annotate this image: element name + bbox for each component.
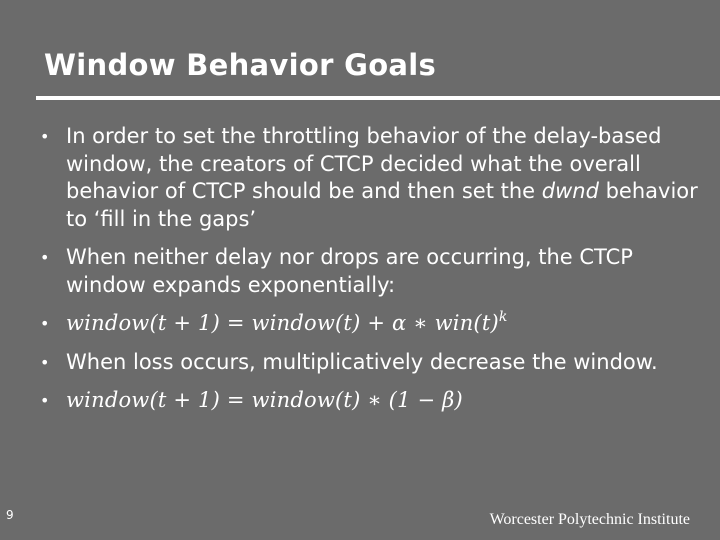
- bullet-dot-icon: •: [40, 127, 50, 146]
- bullet-item: [40, 387, 710, 415]
- bullet-list: [40, 123, 710, 426]
- bullet-item: [40, 310, 710, 338]
- decrease-formula: window(t + 1) = window(t) ∗ (1 − β): [66, 388, 463, 412]
- title-underline: [36, 96, 720, 100]
- growth-formula-exponent: k: [498, 309, 508, 325]
- growth-formula: [66, 311, 508, 335]
- slide-title: Window Behavior Goals: [44, 48, 437, 82]
- bullet-dot-icon: •: [40, 248, 50, 267]
- bullet-item: [40, 349, 710, 377]
- bullet-text: In order to set the throttling behavior of the delay-based window, the creators of CTCP decided what the overall behavior of CTCP should be and then set the: [66, 124, 662, 203]
- bullet-dot-icon: •: [40, 314, 50, 333]
- bullet-dot-icon: •: [40, 352, 50, 372]
- bullet-emphasis: dwnd: [541, 179, 599, 203]
- bullet-item: [40, 244, 710, 299]
- growth-formula-body: window(t + 1) = window(t) + α ∗ win(t): [66, 311, 499, 335]
- slide-number: 9: [6, 508, 14, 522]
- bullet-dot-icon: •: [40, 391, 50, 410]
- bullet-text: When loss occurs, multiplicatively decrease the window.: [66, 349, 658, 374]
- bullet-item: [40, 123, 710, 233]
- bullet-text-end: behavior to ‘fill in the gaps’: [66, 179, 698, 231]
- footer-institution: Worcester Polytechnic Institute: [489, 511, 690, 528]
- bullet-text: When neither delay nor drops are occurring, the CTCP window expands exponentially:: [66, 245, 633, 297]
